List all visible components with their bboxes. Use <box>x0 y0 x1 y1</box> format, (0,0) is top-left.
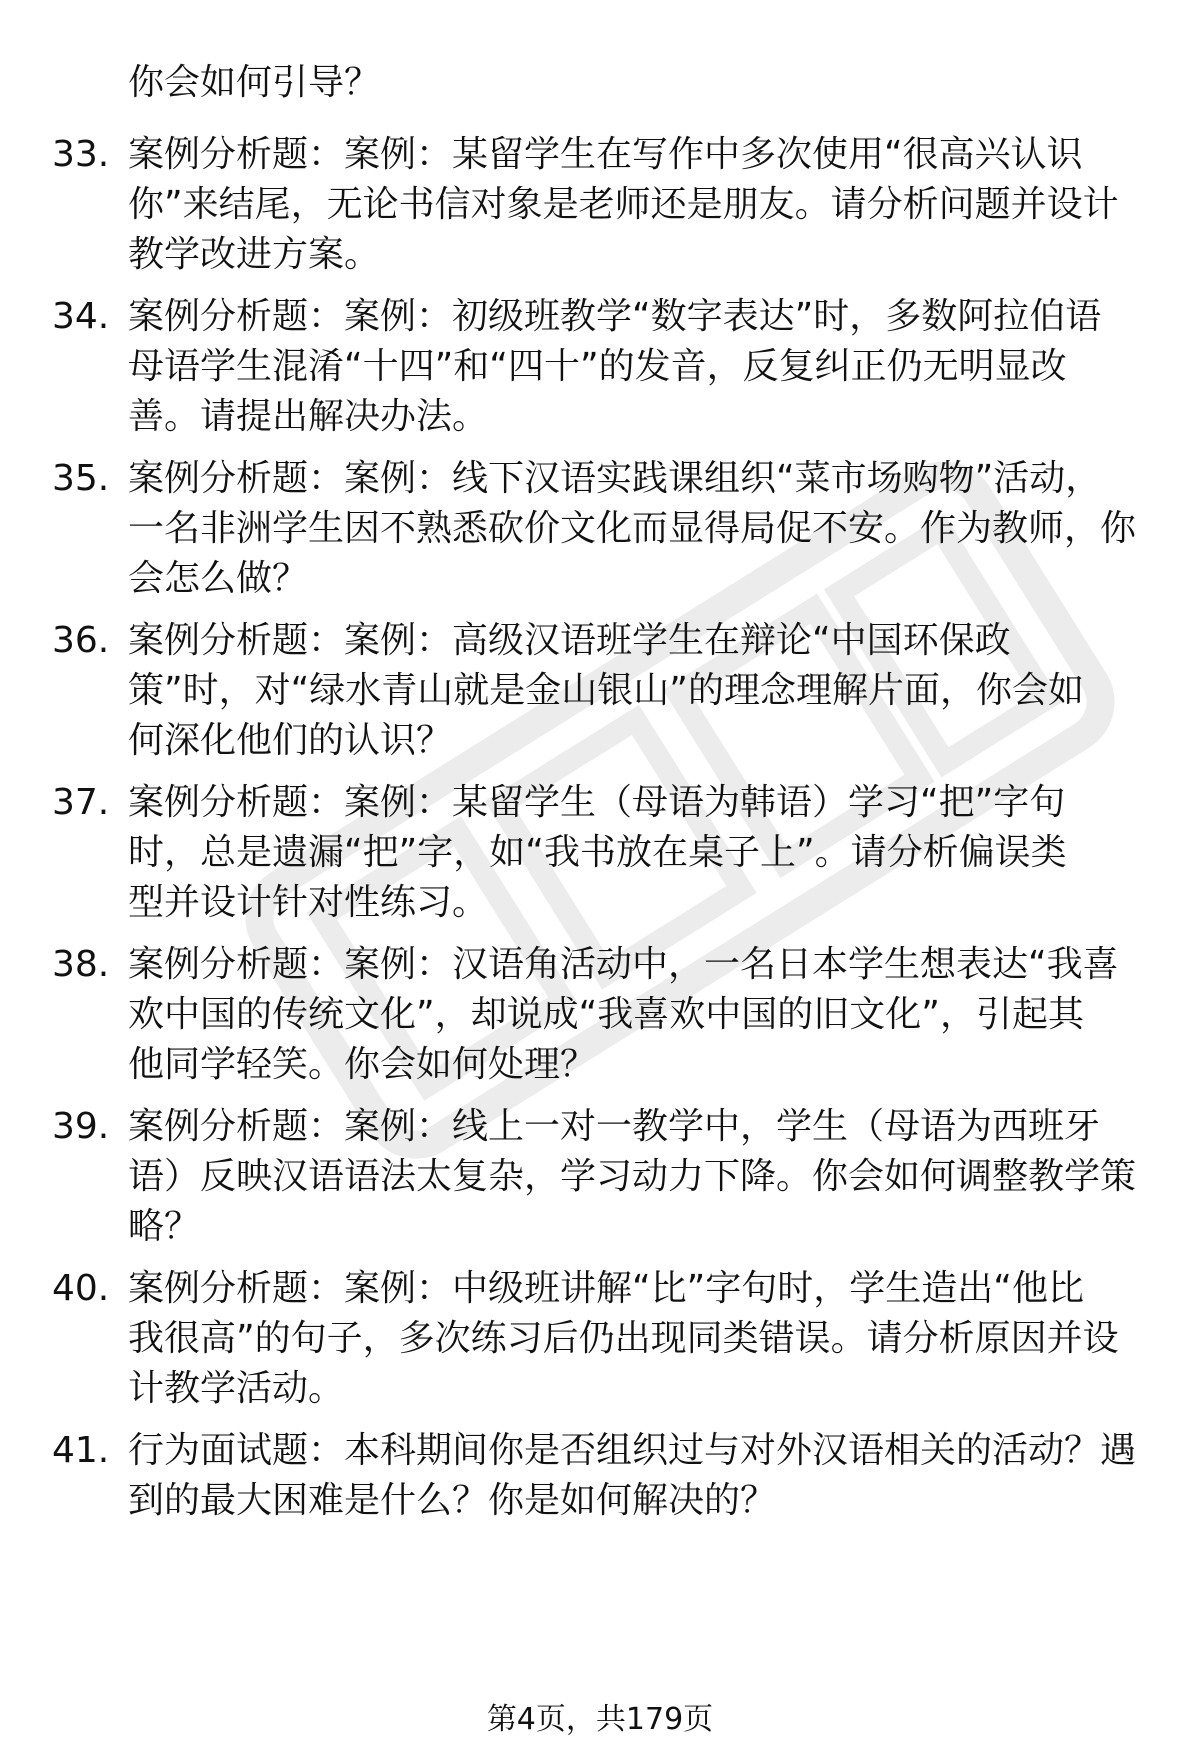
question-number: 36. <box>52 620 110 661</box>
question-text: 案例分析题：案例：初级班教学“数字表达”时，多数阿拉伯语 母语学生混淆“十四”和“四十”的发音，反复纠正仍无明显改 善。请提出解决办法。 <box>128 296 1102 437</box>
question-text: 案例分析题：案例：汉语角活动中，一名日本学生想表达“我喜 欢中国的传统文化”，却说成“我喜欢中国的旧文化”，引起其 他同学轻笑。你会如何处理？ <box>128 944 1119 1085</box>
question-text: 案例分析题：案例：线下汉语实践课组织“菜市场购物”活动， 一名非洲学生因不熟悉砍价文化而显得局促不安。作为教师，你 会怎么做？ <box>128 458 1137 599</box>
question-text: 案例分析题：案例：中级班讲解“比”字句时，学生造出“他比 我很高”的句子，多次练习后仍出现同类错误。请分析原因并设 计教学活动。 <box>128 1268 1119 1409</box>
continuation-text: 你会如何引导？ <box>128 62 381 103</box>
question-number: 37. <box>52 782 110 823</box>
question-number: 39. <box>52 1106 110 1147</box>
question-text: 案例分析题：案例：某留学生（母语为韩语）学习“把”字句 时，总是遗漏“把”字，如“我书放在桌子上”。请分析偏误类 型并设计针对性练习。 <box>128 782 1067 923</box>
question-number: 38. <box>52 944 110 985</box>
question-number: 34. <box>52 296 110 337</box>
question-text: 案例分析题：案例：线上一对一教学中，学生（母语为西班牙 语）反映汉语语法太复杂，学习动力下降。你会如何调整教学策 略？ <box>128 1106 1137 1247</box>
question-number: 35. <box>52 458 110 499</box>
question-number: 40. <box>52 1268 110 1309</box>
question-text: 案例分析题：案例：某留学生在写作中多次使用“很高兴认识 你”来结尾，无论书信对象是老师还是朋友。请分析问题并设计 教学改进方案。 <box>128 134 1119 275</box>
question-number: 33. <box>52 134 110 175</box>
question-number: 41. <box>52 1430 110 1471</box>
question-text: 行为面试题：本科期间你是否组织过与对外汉语相关的活动？遇 到的最大困难是什么？你是如何解决的？ <box>128 1430 1137 1521</box>
question-text: 案例分析题：案例：高级汉语班学生在辩论“中国环保政 策”时，对“绿水青山就是金山银山”的理念理解片面，你会如 何深化他们的认识？ <box>128 620 1084 761</box>
page-footer: 第4页，共179页 <box>486 1702 714 1737</box>
